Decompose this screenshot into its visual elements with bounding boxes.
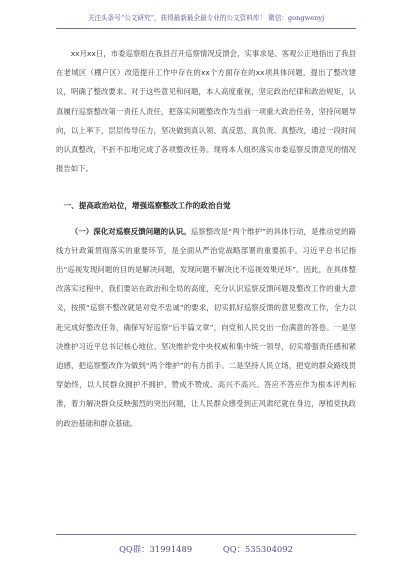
subsection-title: （一）深化对巡察反馈问题的认识。 [70,226,191,236]
subsection-paragraph [56,222,356,433]
footer-qq: QQ：535304092 [222,544,293,554]
footer-qq-group: QQ群：31991489 [119,544,193,554]
section-heading: 一、提高政治站位，增强巡察整改工作的政治自觉 [63,201,231,211]
spacer [56,178,356,184]
document-body [56,44,356,433]
subsection-body: 巡察整改是“两个维护”的具体行动，是推动党的路线方针政策贯彻落实的重要环节，是全面从严治党战略部署的重要抓手。习近平总书记指出“巡视发现问题的目的是解决问题，发现问题不解决比不巡视效果还坏”。因此，在具体整改落实过程中，我们要站在政治和全局的高度，充分认识巡察反馈问题及整改工作的重大意义，按照“巡察不整改就是对党不忠诚”的要求，切实抓好巡察反馈的意见整改工作，全力以赴完成好整改任务，确保写好巡察“后半篇文章”，向党和人民交出一份满意的答卷。一是坚决维护习近平总书记核心地位、坚决维护党中央权威和集中统一领导，切实增强责任感和紧迫感，把巡察整改作为做到“两个维护”的有力抓手。二是坚持人民立场，把党的群众路线贯穿始终，以人民群众拥护不拥护、赞成不赞成、高兴不高兴、答应不答应作为根本评判标准，着力解决群众反映强烈的突出问题，让人民群众感受到正风肃纪就在身边，厚植党执政的政治基础和群众基础。 [56,226,356,428]
header-banner: 关注头条号“公文研究”，获得最新最全最专业的公文资料库！ 微信：gongwenyj [56,8,356,29]
intro-paragraph: xx月xx日，市委巡察组在我县召开巡察情况反馈会，实事求是、客观公正地指出了我县在老城区（棚户区）改造提升工作中存在的xx个方面存在的xx项具体问题，提出了整改建议，明确了整改要求。对于这些意见和问题，本人高度重视，坚定政治纪律和政治规矩，认真履行巡察整改第一责任人责任，把落实问题整改作为当前一项重大政治任务，坚持问题导向，以上率下，层层传导压力，坚决做到真认领、真反思、真负责、真整改，通过一段时间的认真整改，不折不扣地完成了各项整改任务。现将本人组织落实市委巡察反馈意见的情况报告如下。 [56,49,356,174]
footer-banner [56,534,356,561]
